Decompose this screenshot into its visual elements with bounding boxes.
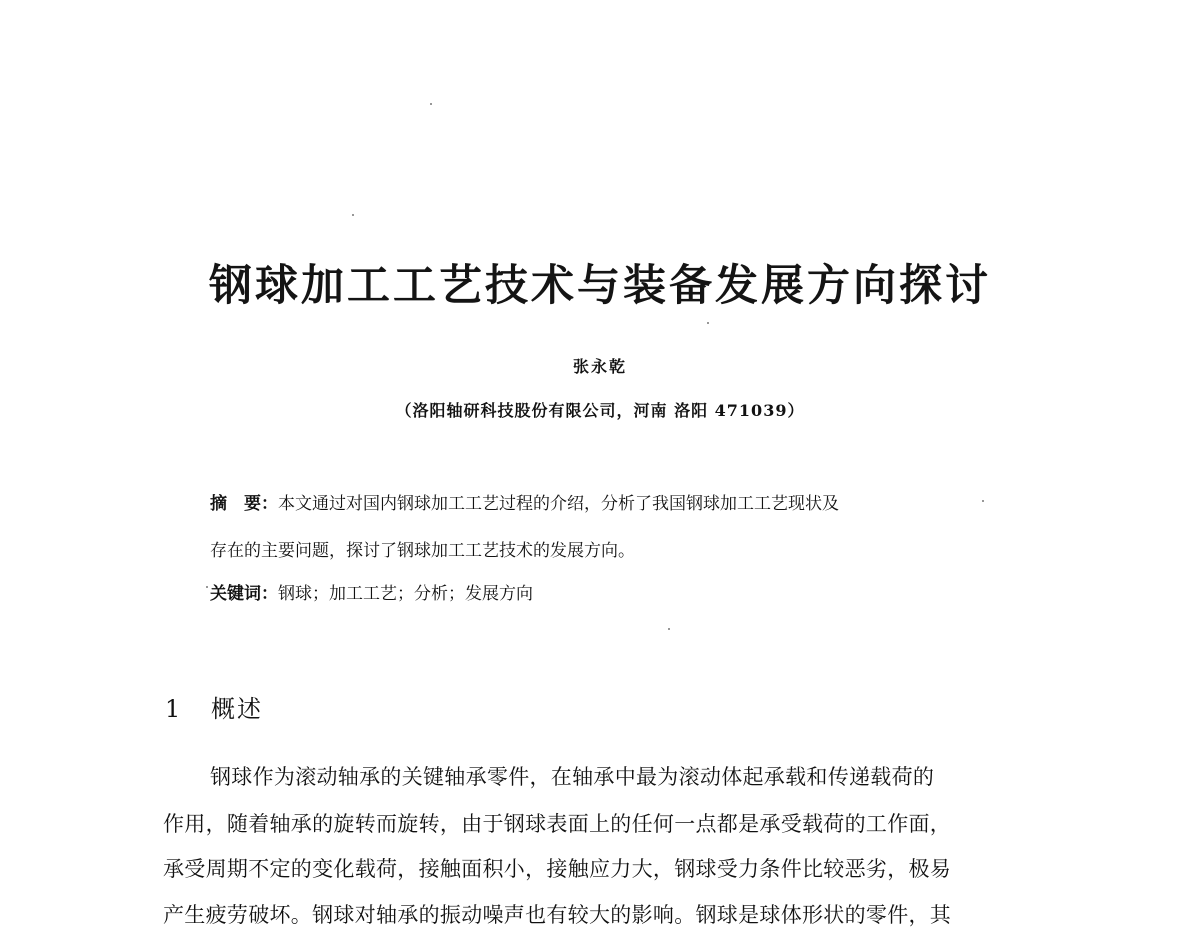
scan-speck bbox=[206, 586, 208, 588]
paper-title: 钢球加工工艺技术与装备发展方向探讨 bbox=[209, 261, 991, 311]
keywords-text: 钢球；加工工艺；分析；发展方向 bbox=[278, 584, 533, 604]
scan-speck bbox=[982, 500, 984, 502]
section-title: 概述 bbox=[211, 695, 263, 723]
keywords-line bbox=[210, 579, 533, 604]
abstract-label: 摘 要： bbox=[210, 494, 278, 514]
abstract-text: 存在的主要问题，探讨了钢球加工工艺技术的发展方向。 bbox=[210, 541, 635, 561]
scan-speck bbox=[707, 322, 709, 324]
keywords-label: 关键词： bbox=[210, 584, 278, 604]
author-affiliation: （洛阳轴研科技股份有限公司，河南 洛阳 471039） bbox=[395, 401, 805, 420]
section-heading bbox=[165, 689, 263, 724]
body-text-line: 钢球作为滚动轴承的关键轴承零件，在轴承中最为滚动体起承载和传递载荷的 bbox=[210, 765, 935, 789]
scan-speck bbox=[352, 214, 354, 216]
body-text-line: 作用，随着轴承的旋转而旋转，由于钢球表面上的任何一点都是承受载荷的工作面， bbox=[163, 812, 952, 836]
abstract-text: 本文通过对国内钢球加工工艺过程的介绍，分析了我国钢球加工工艺现状及 bbox=[278, 494, 839, 514]
scan-speck bbox=[668, 628, 670, 630]
section-number: 1 bbox=[165, 695, 181, 723]
body-text-line: 承受周期不定的变化载荷，接触面积小，接触应力大，钢球受力条件比较恶劣，极易 bbox=[163, 857, 952, 881]
abstract-line bbox=[210, 536, 635, 561]
author-name: 张永乾 bbox=[572, 357, 627, 376]
abstract-line bbox=[210, 489, 839, 514]
scan-speck bbox=[430, 103, 432, 105]
body-text-line: 产生疲劳破坏。钢球对轴承的振动噪声也有较大的影响。钢球是球体形状的零件，其 bbox=[163, 903, 952, 927]
